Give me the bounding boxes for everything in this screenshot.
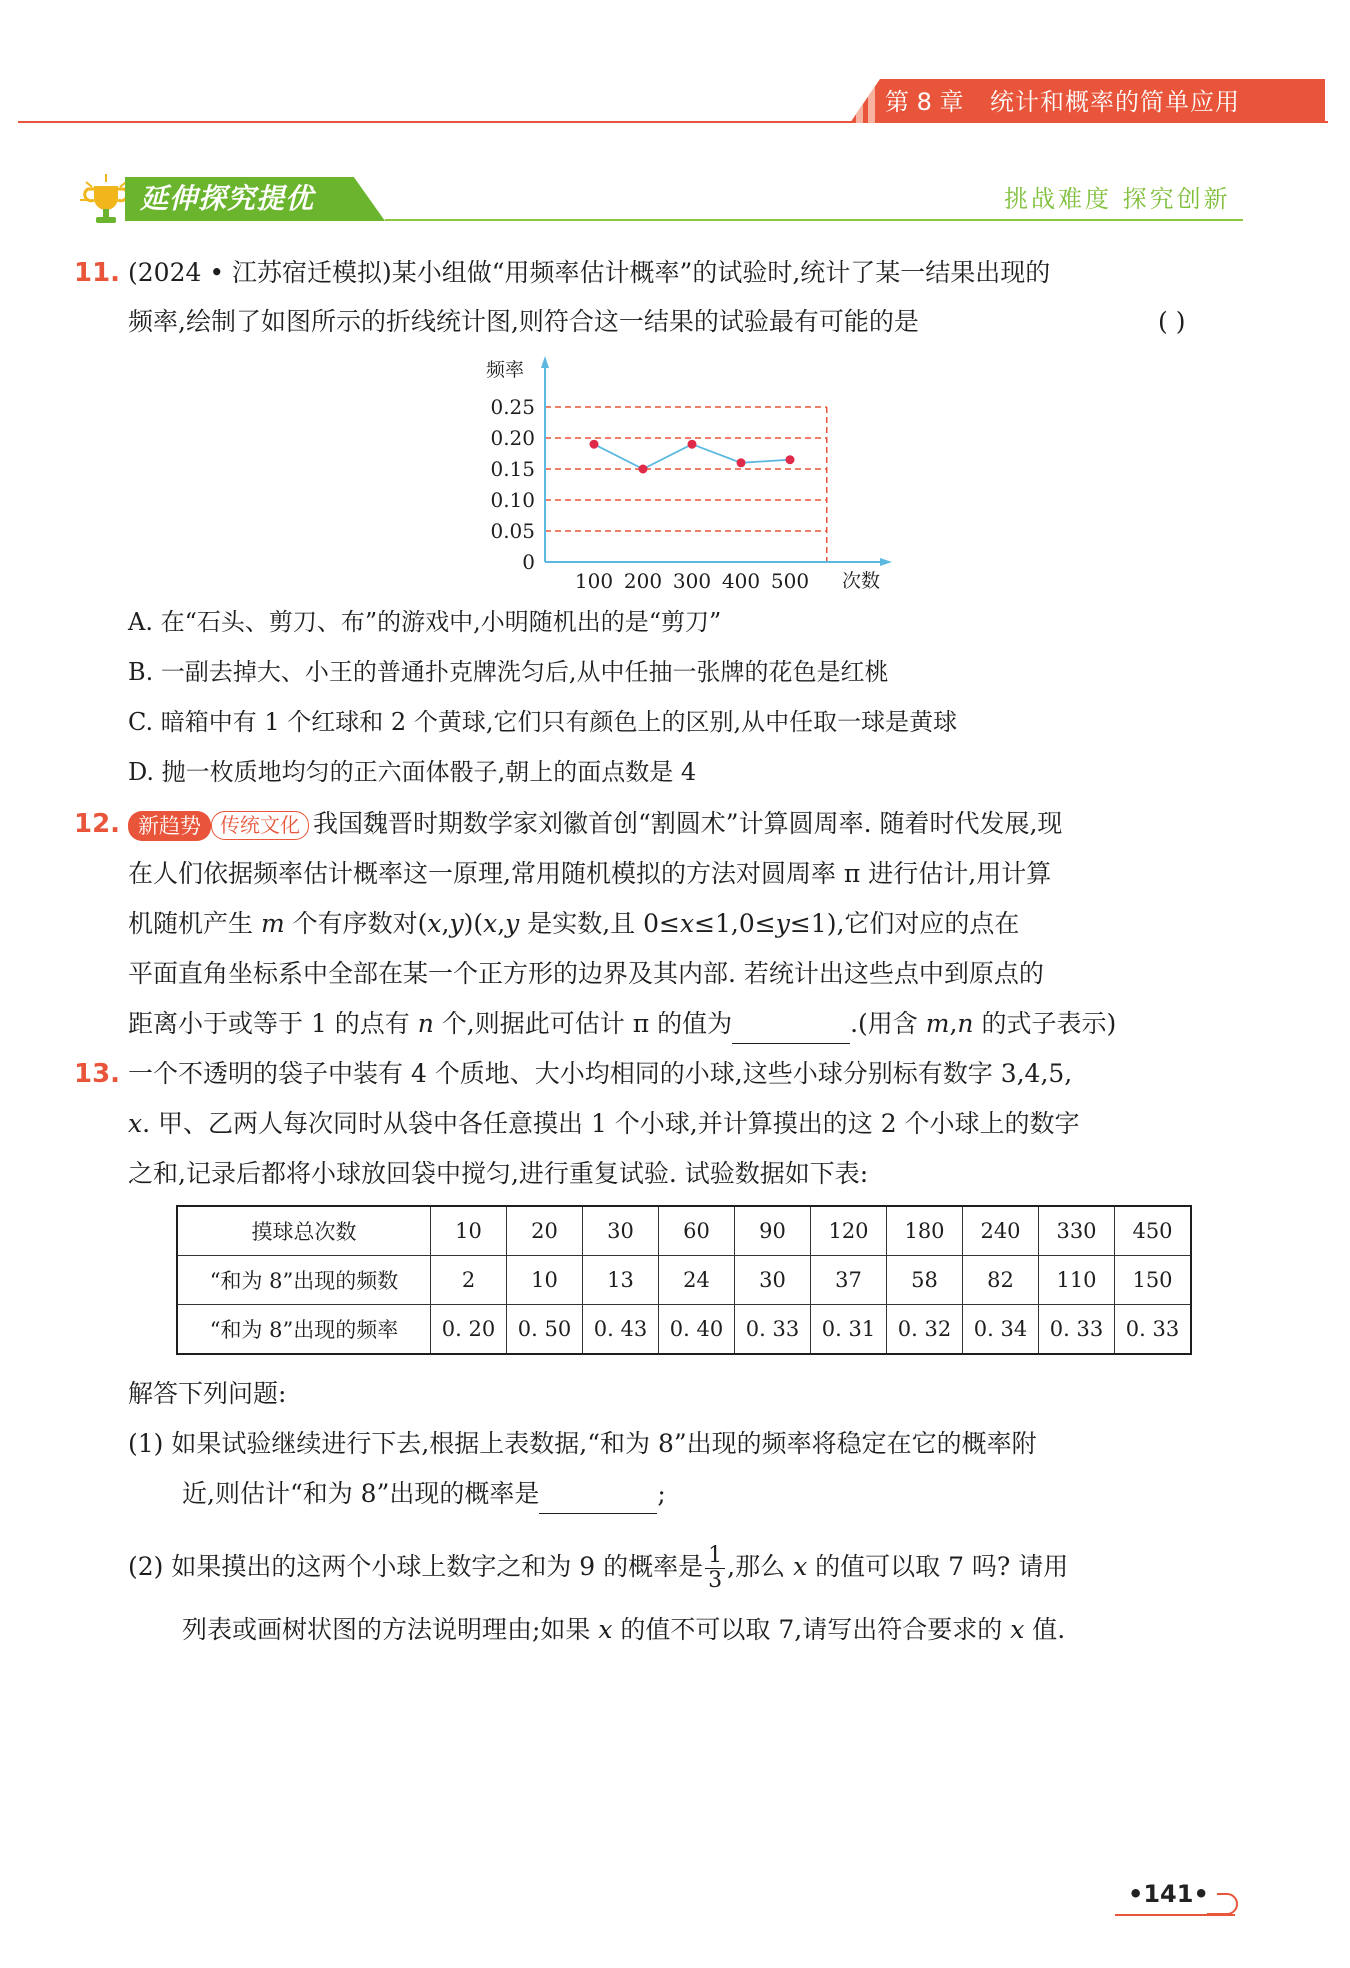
variable-x: x — [483, 909, 498, 938]
section-slogan: 挑战难度 探究创新 — [1004, 185, 1231, 213]
chart-gridlines — [545, 407, 827, 562]
answer-parentheses: ( ) — [1158, 307, 1186, 336]
table-cell: 60 — [659, 1206, 735, 1256]
table-cell: 90 — [735, 1206, 811, 1256]
data-point — [590, 440, 599, 449]
x-tick-label: 200 — [623, 569, 663, 593]
question-text-part: 我国魏晋时期数学家刘徽首创“割圆术”计算圆周率. 随着时代发展,现 — [313, 809, 1063, 838]
table-row — [177, 1256, 1191, 1305]
question-number: 12. — [74, 809, 121, 839]
variable-y: y — [505, 909, 520, 938]
table-cell: 120 — [811, 1206, 887, 1256]
text-part: , — [497, 909, 506, 938]
table-cell: 0. 20 — [431, 1305, 507, 1355]
table-cell: 0. 43 — [583, 1305, 659, 1355]
table-row-header: 摸球总次数 — [177, 1206, 431, 1256]
answer-blank[interactable] — [732, 1015, 850, 1044]
x-tick-labels — [575, 569, 809, 593]
page-number: •141• — [1128, 1880, 1209, 1908]
table-cell: 150 — [1115, 1256, 1192, 1305]
table-cell: 450 — [1115, 1206, 1192, 1256]
option-b: B. 一副去掉大、小王的普通扑克牌洗匀后,从中任抽一张牌的花色是红桃 — [128, 658, 889, 686]
variable-x: x — [1010, 1615, 1025, 1644]
table-cell: 13 — [583, 1256, 659, 1305]
table-cell: 24 — [659, 1256, 735, 1305]
y-axis-label: 频率 — [486, 359, 525, 381]
data-point — [639, 465, 648, 474]
table-cell: 2 — [431, 1256, 507, 1305]
y-tick-label: 0.15 — [490, 457, 535, 481]
variable-x: x — [128, 1109, 143, 1138]
section-rule — [385, 219, 1243, 221]
option-d: D. 抛一枚质地均匀的正六面体骰子,朝上的面点数是 4 — [128, 758, 697, 786]
variable-m: m — [260, 909, 285, 938]
table-cell: 0. 31 — [811, 1305, 887, 1355]
table-cell: 110 — [1039, 1256, 1115, 1305]
table-row-header: “和为 8”出现的频数 — [177, 1256, 431, 1305]
x-tick-label: 500 — [770, 569, 810, 593]
variable-m: m — [925, 1009, 950, 1038]
y-tick-label: 0 — [522, 550, 535, 574]
text-part: 近,则估计“和为 8”出现的概率是 — [182, 1479, 540, 1508]
trend-badge: 新趋势 — [128, 811, 211, 841]
x-tick-label: 400 — [721, 569, 761, 593]
subquestion-2-cont — [182, 1610, 1065, 1650]
subquestion-1: (1) 如果试验继续进行下去,根据上表数据,“和为 8”出现的频率将稳定在它的概率附 — [128, 1429, 1037, 1458]
table-cell: 0. 33 — [1115, 1305, 1192, 1355]
text-part: (2) 如果摸出的这两个小球上数字之和为 9 的概率是 — [128, 1552, 704, 1581]
table-row — [177, 1206, 1191, 1256]
y-tick-label: 0.25 — [490, 395, 535, 419]
y-tick-label: 0.10 — [490, 488, 535, 512]
culture-badge: 传统文化 — [211, 811, 309, 840]
text-part: 机随机产生 — [128, 909, 261, 938]
text-part: 是实数,且 0≤ — [519, 909, 680, 938]
variable-n: n — [957, 1009, 974, 1038]
fraction-one-third — [705, 1544, 725, 1593]
chapter-label: 第 8 章 — [885, 88, 964, 116]
text-part: ≤1,0≤ — [694, 909, 776, 938]
option-a: A. 在“石头、剪刀、布”的游戏中,小明随机出的是“剪刀” — [128, 608, 722, 636]
table-cell: 20 — [507, 1206, 583, 1256]
y-tick-labels — [490, 395, 535, 574]
table-cell: 0. 34 — [963, 1305, 1039, 1355]
question-text — [128, 904, 1019, 944]
question-text: 一个不透明的袋子中装有 4 个质地、大小均相同的小球,这些小球分别标有数字 3,4,5, — [128, 1059, 1073, 1088]
fraction-denominator: 3 — [708, 1568, 723, 1593]
question-text — [128, 1004, 1116, 1044]
text-part: ; — [657, 1479, 666, 1508]
table-cell: 10 — [507, 1256, 583, 1305]
data-point — [786, 455, 795, 464]
y-axis-arrow — [541, 356, 549, 368]
text-part: .(用含 — [850, 1009, 926, 1038]
table-row — [177, 1305, 1191, 1355]
table-cell: 30 — [583, 1206, 659, 1256]
text-part: ≤1),它们对应的点在 — [789, 909, 1020, 938]
text-part: 的式子表示) — [973, 1009, 1117, 1038]
table-cell: 58 — [887, 1256, 963, 1305]
section-title: 延伸探究提优 — [140, 182, 315, 215]
text-part: 距离小于或等于 1 的点有 — [128, 1009, 418, 1038]
variable-x: x — [427, 909, 442, 938]
text-part: 的值可以取 7 吗? 请用 — [807, 1552, 1069, 1581]
table-cell: 0. 33 — [735, 1305, 811, 1355]
variable-n: n — [417, 1009, 434, 1038]
y-tick-label: 0.05 — [490, 519, 535, 543]
x-axis-arrow — [880, 558, 892, 566]
text-part: 个有序数对( — [284, 909, 428, 938]
text-part: )( — [463, 909, 484, 938]
table-cell: 37 — [811, 1256, 887, 1305]
question-text: 平面直角坐标系中全部在某一个正方形的边界及其内部. 若统计出这些点中到原点的 — [128, 959, 1044, 988]
table-row-header: “和为 8”出现的频率 — [177, 1305, 431, 1355]
data-point — [688, 440, 697, 449]
text-part: , — [441, 909, 450, 938]
subquestion-1-cont — [182, 1474, 666, 1514]
data-point — [737, 458, 746, 467]
table-cell: 0. 40 — [659, 1305, 735, 1355]
text-part: ,那么 — [727, 1552, 794, 1581]
table-cell: 240 — [963, 1206, 1039, 1256]
question-text — [128, 804, 1062, 844]
question-text: (2024 • 江苏宿迁模拟)某小组做“用频率估计概率”的试验时,统计了某一结果出现的 — [128, 258, 1051, 287]
question-number: 11. — [74, 258, 121, 288]
variable-x: x — [793, 1552, 808, 1581]
variable-y: y — [775, 909, 790, 938]
variable-x: x — [598, 1615, 613, 1644]
table-cell: 10 — [431, 1206, 507, 1256]
table-cell: 330 — [1039, 1206, 1115, 1256]
x-tick-label: 300 — [672, 569, 712, 593]
subquestion-2 — [128, 1541, 1068, 1593]
line-chart — [470, 352, 910, 597]
text-part: 列表或画树状图的方法说明理由;如果 — [182, 1615, 599, 1644]
chapter-title: 统计和概率的简单应用 — [990, 88, 1240, 116]
answer-blank[interactable] — [539, 1485, 657, 1514]
table-cell: 0. 50 — [507, 1305, 583, 1355]
y-tick-label: 0.20 — [490, 426, 535, 450]
tab-stripe — [868, 79, 875, 123]
variable-x: x — [679, 909, 695, 938]
text-part: . 甲、乙两人每次同时从袋中各任意摸出 1 个小球,并计算摸出的这 2 个小球上的数字 — [142, 1109, 1080, 1138]
question-number: 13. — [74, 1059, 121, 1089]
question-prompt: 解答下列问题: — [128, 1379, 287, 1408]
table-cell: 82 — [963, 1256, 1039, 1305]
question-text: 在人们依据频率估计概率这一原理,常用随机模拟的方法对圆周率 π 进行估计,用计算 — [128, 859, 1052, 888]
question-text — [128, 1104, 1080, 1144]
tab-stripe — [856, 79, 863, 123]
data-table — [176, 1205, 1192, 1355]
text-part: , — [949, 1009, 958, 1038]
option-c: C. 暗箱中有 1 个红球和 2 个黄球,它们只有颜色上的区别,从中任取一球是黄球 — [128, 708, 958, 736]
table-cell: 30 — [735, 1256, 811, 1305]
x-tick-label: 100 — [574, 569, 614, 593]
data-table-body — [177, 1206, 1191, 1354]
x-axis-label: 次数 — [842, 570, 881, 592]
text-part: 值. — [1024, 1615, 1066, 1644]
table-cell: 180 — [887, 1206, 963, 1256]
text-part: 的值不可以取 7,请写出符合要求的 — [612, 1615, 1011, 1644]
fraction-numerator: 1 — [705, 1544, 725, 1569]
question-text: 频率,绘制了如图所示的折线统计图,则符合这一结果的试验最有可能的是 — [128, 307, 919, 336]
table-cell: 0. 32 — [887, 1305, 963, 1355]
page-curve-icon — [1205, 1890, 1245, 1916]
table-cell: 0. 33 — [1039, 1305, 1115, 1355]
question-text: 之和,记录后都将小球放回袋中搅匀,进行重复试验. 试验数据如下表: — [128, 1159, 869, 1188]
text-part: 个,则据此可估计 π 的值为 — [433, 1009, 733, 1038]
variable-y: y — [449, 909, 464, 938]
